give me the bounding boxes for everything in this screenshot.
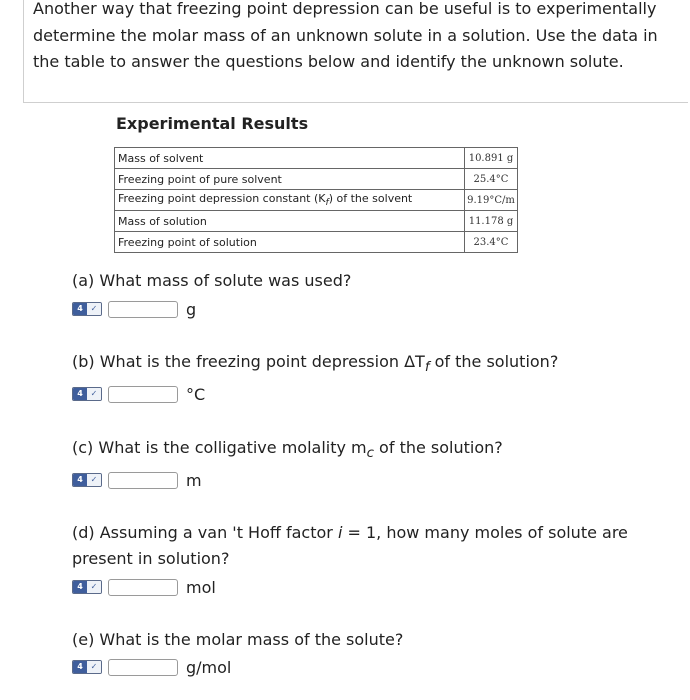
question-d: (d) Assuming a van 't Hoff factor i = 1, how many moles of solute are present in solution? (72, 523, 628, 568)
row-value: 10.891 g (465, 148, 518, 169)
answer-row-b (72, 383, 205, 405)
answer-row-c (72, 469, 202, 491)
row-label: Freezing point of pure solvent (115, 169, 465, 190)
moles-solute-input[interactable] (108, 579, 178, 596)
unit-label: mol (186, 577, 216, 597)
attempts-badge-icon[interactable]: 4 ✓ (72, 387, 102, 401)
attempts-badge-icon[interactable]: 4 ✓ (72, 473, 102, 487)
answer-row-e (72, 656, 231, 678)
attempts-badge-icon[interactable]: 4 ✓ (72, 660, 102, 674)
row-label: Freezing point of solution (115, 232, 465, 253)
question-a: (a) What mass of solute was used? (72, 271, 352, 290)
attempts-badge-icon[interactable]: 4 ✓ (72, 302, 102, 316)
question-b: (b) What is the freezing point depression $\Delta T_f$ of the solution? (72, 352, 559, 376)
row-value: 23.4°C (465, 232, 518, 253)
row-value: 9.19°C/m (465, 190, 518, 211)
table-row (115, 232, 518, 253)
unit-label: g/mol (186, 657, 232, 677)
delta-tf-input[interactable] (108, 386, 178, 403)
table-row (115, 148, 518, 169)
answer-row-a (72, 298, 196, 320)
row-label: Mass of solution (115, 211, 465, 232)
table-row (115, 169, 518, 190)
answer-row-d (72, 576, 216, 598)
row-value: 25.4°C (465, 169, 518, 190)
molar-mass-input[interactable] (108, 659, 178, 676)
results-table (114, 147, 518, 253)
table-row (115, 211, 518, 232)
unit-label: g (186, 299, 197, 319)
question-c: (c) What is the colligative molality $m_c$ of the solution? (72, 438, 503, 462)
table-row (115, 190, 518, 211)
row-label: Mass of solvent (115, 148, 465, 169)
unit-label: m (186, 470, 202, 490)
intro-text: Another way that freezing point depression can be useful is to experimentally determine the molar mass of an unknown solute in a solution. Use the data in the table to answer the questions below and identify the unknown solute. (33, 0, 658, 71)
results-title: Experimental Results (116, 114, 309, 133)
attempts-badge-icon[interactable]: 4 ✓ (72, 580, 102, 594)
molality-input[interactable] (108, 472, 178, 489)
unit-label: °C (186, 384, 206, 404)
row-value: 11.178 g (465, 211, 518, 232)
question-e: (e) What is the molar mass of the solute? (72, 630, 404, 649)
mass-solute-input[interactable] (108, 301, 178, 318)
row-label: Freezing point depression constant $(K_f)$ of the solvent (115, 190, 465, 211)
